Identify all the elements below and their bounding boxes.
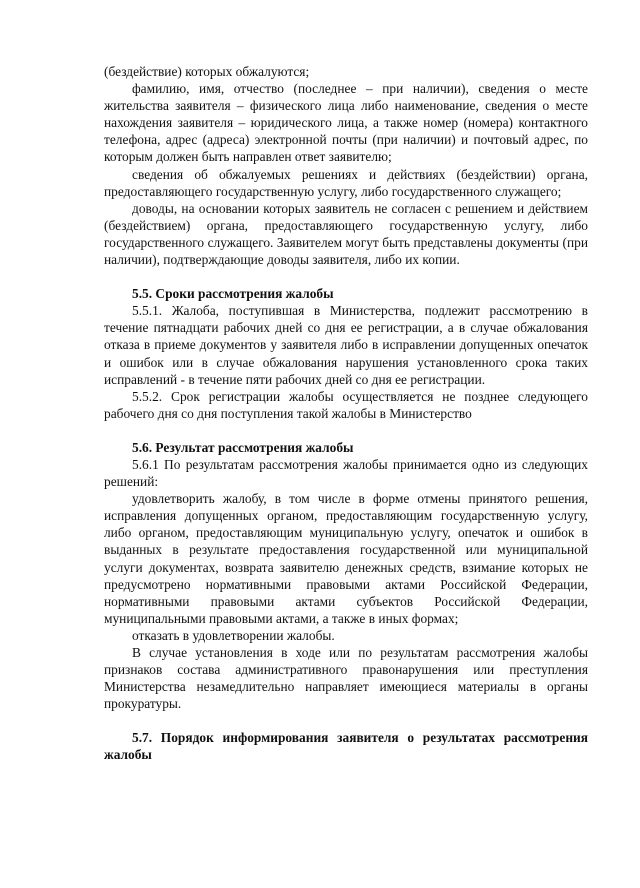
section-gap bbox=[104, 712, 588, 729]
paragraph-5-5-1: 5.5.1. Жалоба, поступившая в Министерства, подлежит рассмотрению в течение пятнадцати рабочих дней со дня ее регистрации, а в случае обжалования отказа в приеме документов у заявителя либо в исправлении допущенных опечаток и ошибок или в случае обжалования нарушения установленного срока таких исправлений - в течение пяти рабочих дней со дня ее регистрации. bbox=[104, 303, 588, 387]
paragraph-arguments: доводы, на основании которых заявитель не согласен с решением и действием (бездействием) органа, предоставляющего государственную услугу, либо государственного служащего. Заявителем могут быть представлены документы (при наличии), подтверждающие доводы заявителя, либо их копии. bbox=[104, 200, 588, 268]
paragraph-5-6-1: 5.6.1 По результатам рассмотрения жалобы принимается одно из следующих решений: bbox=[104, 456, 588, 490]
document-page bbox=[104, 63, 588, 764]
paragraph-refuse-complaint: отказать в удовлетворении жалобы. bbox=[132, 627, 335, 643]
paragraph-appealed-decisions: сведения об обжалуемых решениях и действиях (бездействии) органа, предоставляющего государственную услугу, либо государственного служащего; bbox=[104, 166, 588, 199]
heading-review-terms: 5.5. Сроки рассмотрения жалобы bbox=[132, 286, 334, 302]
paragraph-satisfy-complaint: удовлетворить жалобу, в том числе в форме отмены принятого решения, исправления допущенных органом, предоставляющим государственную услугу, либо органом, предоставляющим муниципальную услугу, опечаток и ошибок в выданных в результате предоставления государственной или муниципальной услуги документах, возврата заявителю денежных средств, взимание которых не предусмотрено нормативными правовыми актами Российской Федерации, нормативными правовыми актами субъектов Российской Федерации, муниципальными правовыми актами, а также в иных формах; bbox=[104, 491, 588, 626]
section-gap bbox=[104, 268, 588, 285]
paragraph-prosecution: В случае установления в ходе или по результатам рассмотрения жалобы признаков состава административного правонарушения или преступления Министерства незамедлительно направляет имеющиеся материалы в органы прокуратуры. bbox=[104, 645, 588, 712]
paragraph-applicant-details: фамилию, имя, отчество (последнее – при наличии), сведения о месте жительства заявителя – физического лица либо наименование, сведения о месте нахождения заявителя – юридического лица, а также номер (номера) контактного телефона, адрес (адреса) электронной почты (при наличии) и почтовый адрес, по которым должен быть направлен ответ заявителю; bbox=[104, 81, 588, 165]
heading-review-result: 5.6. Результат рассмотрения жалобы bbox=[132, 439, 354, 455]
paragraph-action-inaction: (бездействие) которых обжалуются; bbox=[104, 64, 310, 79]
section-gap bbox=[104, 422, 588, 439]
heading-informing-applicant: 5.7. Порядок информирования заявителя о результатах рассмотрения жалобы bbox=[104, 730, 588, 763]
paragraph-5-5-2: 5.5.2. Срок регистрации жалобы осуществляется не позднее следующего рабочего дня со дня поступления такой жалобы в Министерство bbox=[104, 388, 588, 421]
